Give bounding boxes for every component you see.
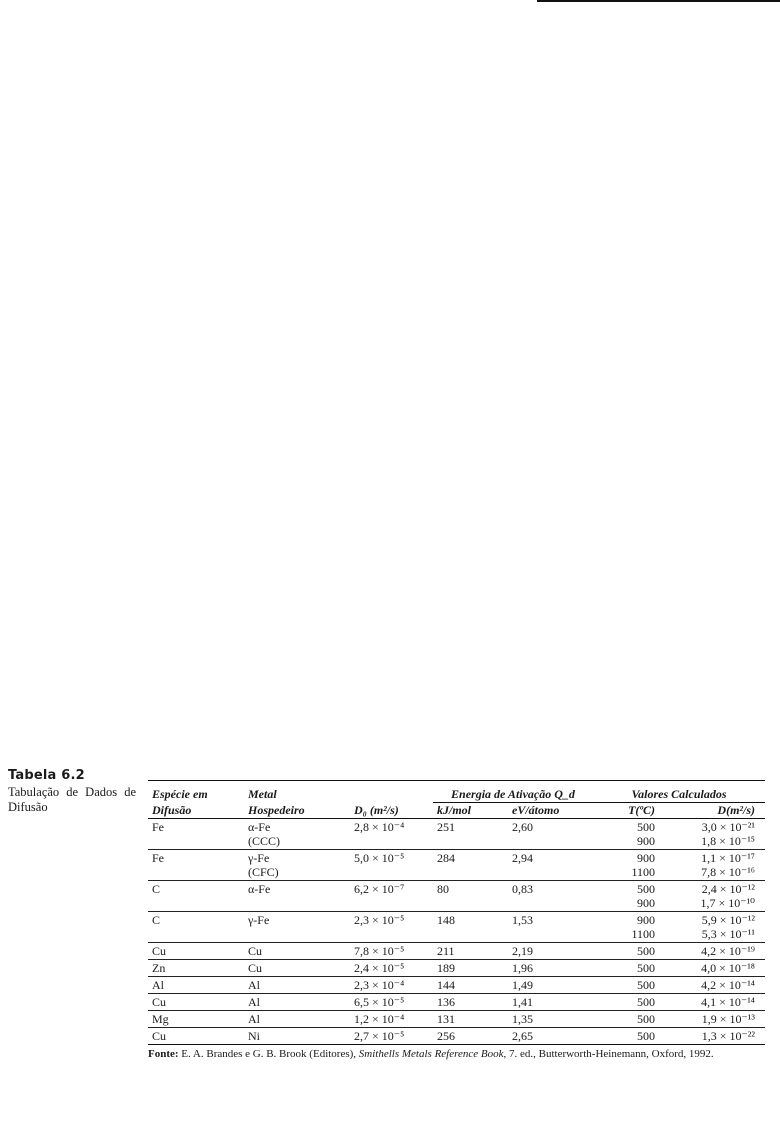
temperature-line: 1100: [631, 926, 655, 941]
temperature-line: 500: [637, 943, 655, 958]
header-host-2: Hospedeiro: [244, 802, 350, 818]
cell-temperature: [593, 942, 675, 959]
source-label: Fonte:: [148, 1047, 179, 1060]
cell-species: C: [148, 880, 244, 911]
diffusivity-line: 2,4 × 10⁻¹²: [701, 881, 755, 896]
cell-temperature: [593, 818, 675, 849]
cell-d0: 2,3 × 10⁻⁴: [350, 976, 433, 993]
diffusivity-line: 3,0 × 10⁻²¹: [701, 819, 755, 834]
cell-diffusivity: [675, 818, 765, 849]
diffusivity-line: 5,9 × 10⁻¹²: [701, 912, 755, 927]
cell-species: Zn: [148, 959, 244, 976]
host-line: Cu: [248, 943, 263, 958]
cell-kjmol: 211: [433, 942, 508, 959]
host-line: Al: [248, 994, 260, 1009]
cell-kjmol: 251: [433, 818, 508, 849]
cell-species: Mg: [148, 1010, 244, 1027]
source-rest: , 7. ed., Butterworth-Heinemann, Oxford, 1992.: [503, 1047, 714, 1060]
temperature-line: 900: [637, 912, 655, 927]
cell-temperature: [593, 880, 675, 911]
cell-evatom: 2,65: [508, 1027, 593, 1044]
cell-temperature: [593, 1010, 675, 1027]
diffusivity-line: 1,7 × 10⁻¹⁰: [700, 895, 755, 910]
temperature-line: 500: [637, 960, 655, 975]
cell-temperature: [593, 993, 675, 1010]
host-line: γ-Fe: [248, 850, 270, 865]
cell-kjmol: 131: [433, 1010, 508, 1027]
cell-kjmol: 136: [433, 993, 508, 1010]
cell-d0: 2,8 × 10⁻⁴: [350, 818, 433, 849]
cell-species: Fe: [148, 849, 244, 880]
table-row: [148, 880, 765, 911]
cell-d0: 6,5 × 10⁻⁵: [350, 993, 433, 1010]
cell-host: [244, 993, 350, 1010]
cell-temperature: [593, 849, 675, 880]
host-line: α-Fe: [248, 881, 271, 896]
cell-species: Al: [148, 976, 244, 993]
cell-d0: 5,0 × 10⁻⁵: [350, 849, 433, 880]
cell-d0: 1,2 × 10⁻⁴: [350, 1010, 433, 1027]
cell-diffusivity: [675, 942, 765, 959]
host-line: (CFC): [248, 864, 279, 879]
top-rule: [537, 0, 780, 2]
source-note: [148, 1048, 765, 1060]
table-description: Tabulação de Dados de Difusão: [8, 785, 136, 814]
cell-evatom: 1,49: [508, 976, 593, 993]
temperature-line: 500: [637, 881, 655, 896]
diffusion-data-table: [148, 780, 765, 1045]
cell-temperature: [593, 1027, 675, 1044]
cell-d0: 2,4 × 10⁻⁵: [350, 959, 433, 976]
table-row: [148, 942, 765, 959]
cell-diffusivity: [675, 880, 765, 911]
temperature-line: 900: [637, 850, 655, 865]
table-row: [148, 849, 765, 880]
host-line: Ni: [248, 1028, 260, 1043]
cell-host: [244, 942, 350, 959]
cell-evatom: 2,60: [508, 818, 593, 849]
cell-temperature: [593, 976, 675, 993]
cell-host: [244, 959, 350, 976]
table-row: [148, 976, 765, 993]
source-authors: E. A. Brandes e G. B. Brook (Editores),: [181, 1047, 357, 1060]
temperature-line: 1100: [631, 864, 655, 879]
cell-host: [244, 818, 350, 849]
diffusivity-line: 1,1 × 10⁻¹⁷: [701, 850, 755, 865]
temperature-line: 900: [637, 833, 655, 848]
cell-temperature: [593, 959, 675, 976]
temperature-line: 500: [637, 994, 655, 1009]
diffusivity-line: 5,3 × 10⁻¹¹: [701, 926, 755, 941]
cell-evatom: 1,53: [508, 911, 593, 942]
cell-kjmol: 256: [433, 1027, 508, 1044]
header-kjmol: kJ/mol: [433, 802, 508, 818]
cell-host: [244, 849, 350, 880]
diffusivity-line: 4,1 × 10⁻¹⁴: [701, 994, 755, 1009]
diffusivity-line: 1,8 × 10⁻¹⁵: [701, 833, 755, 848]
table-row: [148, 818, 765, 849]
cell-d0: 2,7 × 10⁻⁵: [350, 1027, 433, 1044]
cell-diffusivity: [675, 993, 765, 1010]
host-line: Al: [248, 977, 260, 992]
cell-diffusivity: [675, 849, 765, 880]
header-row-2: [148, 802, 765, 818]
cell-species: Cu: [148, 1027, 244, 1044]
cell-evatom: 1,35: [508, 1010, 593, 1027]
host-line: α-Fe: [248, 819, 271, 834]
host-line: Cu: [248, 960, 263, 975]
source-book: Smithells Metals Reference Book: [358, 1047, 504, 1060]
cell-diffusivity: [675, 1027, 765, 1044]
cell-kjmol: 80: [433, 880, 508, 911]
cell-diffusivity: [675, 976, 765, 993]
cell-evatom: 2,94: [508, 849, 593, 880]
header-species-2: Difusão: [148, 802, 244, 818]
cell-species: Fe: [148, 818, 244, 849]
header-species-1: Espécie em: [152, 787, 208, 801]
header-row-1: [148, 781, 765, 803]
cell-diffusivity: [675, 911, 765, 942]
cell-host: [244, 911, 350, 942]
diffusivity-line: 4,2 × 10⁻¹⁴: [701, 977, 755, 992]
temperature-line: 500: [637, 1028, 655, 1043]
cell-species: Cu: [148, 942, 244, 959]
cell-evatom: 2,19: [508, 942, 593, 959]
temperature-line: 500: [637, 1011, 655, 1026]
header-temperature: T(ºC): [593, 802, 675, 818]
header-activation-energy: Energia de Ativação Q_d: [433, 781, 593, 803]
cell-host: [244, 1010, 350, 1027]
table-number: Tabela 6.2: [8, 768, 85, 783]
cell-kjmol: 189: [433, 959, 508, 976]
cell-species: C: [148, 911, 244, 942]
temperature-line: 500: [637, 977, 655, 992]
cell-evatom: 0,83: [508, 880, 593, 911]
host-line: Al: [248, 1011, 260, 1026]
cell-kjmol: 148: [433, 911, 508, 942]
table-row: [148, 911, 765, 942]
cell-d0: 7,8 × 10⁻⁵: [350, 942, 433, 959]
diffusivity-line: 4,2 × 10⁻¹⁹: [701, 943, 755, 958]
table-body: [148, 818, 765, 1044]
header-diffusivity: D(m²/s): [675, 802, 765, 818]
table-row: [148, 959, 765, 976]
cell-diffusivity: [675, 959, 765, 976]
header-d0: D₀ (m²/s): [350, 802, 433, 818]
diffusivity-line: 1,3 × 10⁻²²: [701, 1028, 755, 1043]
cell-host: [244, 880, 350, 911]
cell-diffusivity: [675, 1010, 765, 1027]
cell-d0: 2,3 × 10⁻⁵: [350, 911, 433, 942]
temperature-line: 900: [637, 895, 655, 910]
cell-d0: 6,2 × 10⁻⁷: [350, 880, 433, 911]
temperature-line: 500: [637, 819, 655, 834]
host-line: γ-Fe: [248, 912, 270, 927]
cell-evatom: 1,96: [508, 959, 593, 976]
cell-evatom: 1,41: [508, 993, 593, 1010]
cell-species: Cu: [148, 993, 244, 1010]
host-line: (CCC): [248, 833, 281, 848]
table-row: [148, 993, 765, 1010]
table-row: [148, 1010, 765, 1027]
diffusivity-line: 4,0 × 10⁻¹⁸: [701, 960, 755, 975]
cell-kjmol: 284: [433, 849, 508, 880]
cell-temperature: [593, 911, 675, 942]
diffusion-table-container: [148, 780, 765, 1060]
table-row: [148, 1027, 765, 1044]
table-caption: [8, 768, 136, 815]
cell-host: [244, 976, 350, 993]
header-evatom: eV/átomo: [508, 802, 593, 818]
header-host-1: Metal: [248, 787, 277, 801]
cell-host: [244, 1027, 350, 1044]
cell-kjmol: 144: [433, 976, 508, 993]
diffusivity-line: 7,8 × 10⁻¹⁶: [701, 864, 755, 879]
diffusivity-line: 1,9 × 10⁻¹³: [701, 1011, 755, 1026]
header-calculated-values: Valores Calculados: [593, 781, 765, 803]
